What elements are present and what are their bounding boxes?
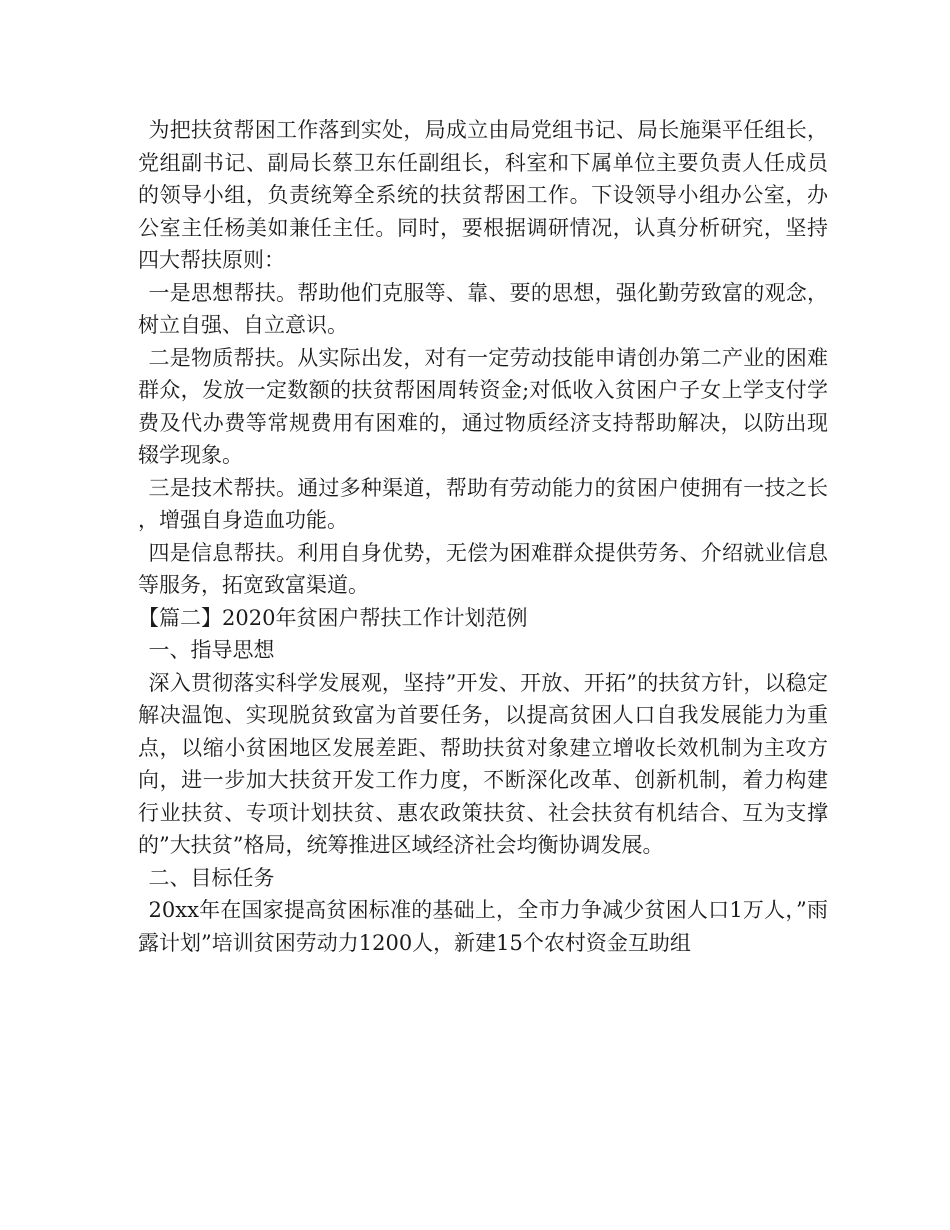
paragraph-leading-group: 为把扶贫帮困工作落到实处，局成立由局党组书记、局长施渠平任组长，党组副书记、副局长蔡卫东任副组长，科室和下属单位主要负责人任成员的领导小组，负责统筹全系统的扶贫帮困工作。下设领导小组办公室，办公室主任杨美如兼任主任。同时，要根据调研情况，认真分析研究，坚持四大帮扶原则： — [138, 118, 828, 272]
section-title-part-two: 【篇二】2020年贫困户帮扶工作计划范例 — [138, 605, 528, 630]
paragraph-material-support: 二是物质帮扶。从实际出发，对有一定劳动技能申请创办第二产业的困难群众，发放一定数额的扶贫帮困周转资金;对低收入贫困户子女上学支付学费及代办费等常规费用有困难的，通过物质经济支持帮助解决，以防出现辍学现象。 — [138, 345, 828, 467]
paragraph-ideological-support: 一是思想帮扶。帮助他们克服等、靠、要的思想，强化勤劳致富的观念，树立自强、自立意识。 — [138, 280, 828, 337]
document-body — [138, 114, 828, 959]
paragraph-information-support: 四是信息帮扶。利用自身优势，无偿为困难群众提供劳务、介绍就业信息等服务，拓宽致富渠道。 — [138, 540, 828, 597]
heading-guiding-ideology: 一、指导思想 — [148, 638, 275, 662]
paragraph-target-tasks: 20xx年在国家提高贫困标准的基础上，全市力争减少贫困人口1万人，”雨露计划”培训贫困劳动力1200人，新建15个农村资金互助组 — [138, 898, 828, 955]
paragraph-technical-support: 三是技术帮扶。通过多种渠道，帮助有劳动能力的贫困户使拥有一技之长，增强自身造血功能。 — [138, 475, 828, 532]
paragraph-guiding-ideology: 深入贯彻落实科学发展观，坚持”开发、开放、开拓”的扶贫方针，以稳定解决温饱、实现脱贫致富为首要任务，以提高贫困人口自我发展能力为重点，以缩小贫困地区发展差距、帮助扶贫对象建立增收长效机制为主攻方向，进一步加大扶贫开发工作力度，不断深化改革、创新机制，着力构建行业扶贫、专项计划扶贫、惠农政策扶贫、社会扶贫有机结合、互为支撑的”大扶贫”格局，统筹推进区域经济社会均衡协调发展。 — [138, 670, 828, 857]
heading-target-tasks: 二、目标任务 — [148, 865, 275, 890]
